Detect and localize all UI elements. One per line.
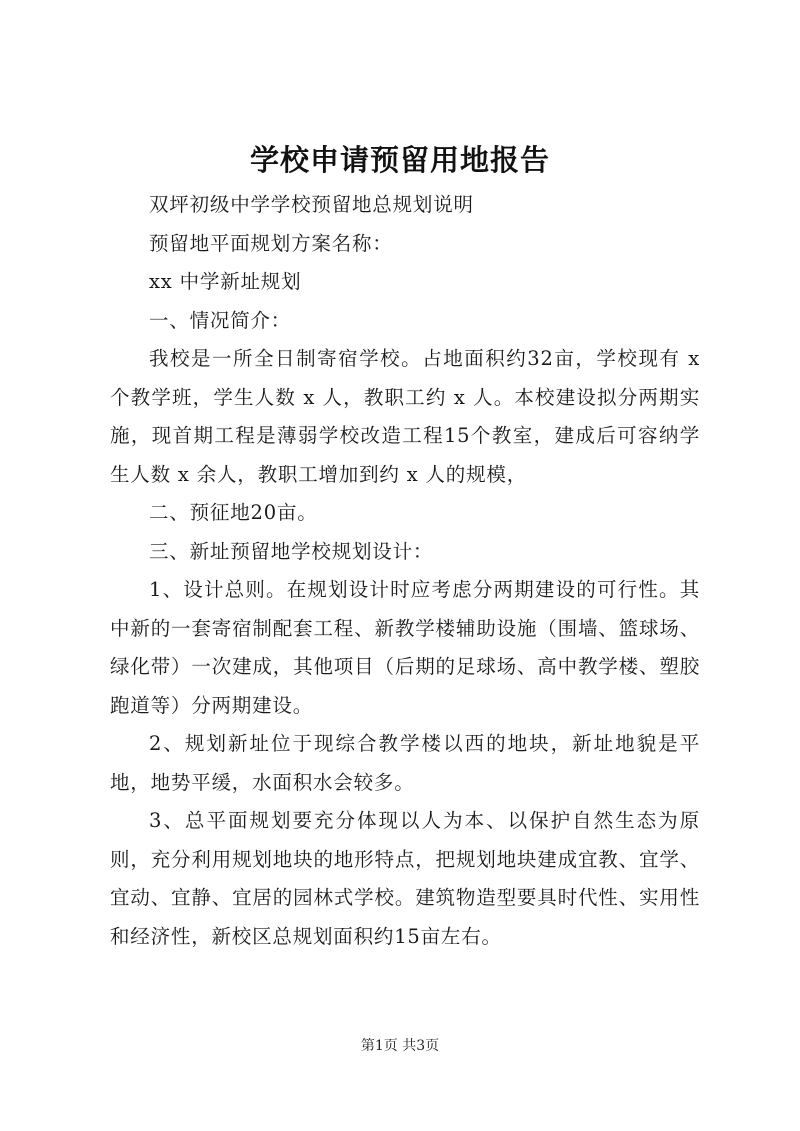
paragraph-site-location: 2、规划新址位于现综合教学楼以西的地块，新址地貌是平地，地势平缓，水面积水会较多。 xyxy=(110,732,700,794)
document-body xyxy=(110,186,700,956)
paragraph-plan-name-label: 预留地平面规划方案名称： xyxy=(149,231,393,255)
paragraph-design-principle: 1、设计总则。在规划设计时应考虑分两期建设的可行性。其中新的一套寄宿制配套工程、新教学楼辅助设施（围墙、篮球场、绿化带）一次建成，其他项目（后期的足球场、高中教学楼、塑胶跑道等）分两期建设。 xyxy=(110,578,700,717)
paragraph-subtitle: 双坪初级中学学校预留地总规划说明 xyxy=(149,193,474,216)
page-footer: 第1页 共3页 xyxy=(360,1038,440,1054)
paragraph-section-2: 二、预征地20亩。 xyxy=(149,501,318,524)
page-title: 学校申请预留用地报告 xyxy=(249,143,550,177)
paragraph-section-3-heading: 三、新址预留地学校规划设计： xyxy=(149,539,434,563)
paragraph-situation: 我校是一所全日制寄宿学校。占地面积约32亩，学校现有 x 个教学班，学生人数 x 人，教职工约 x 人。本校建设拟分两期实施，现首期工程是薄弱学校改造工程15个教室，建成后可容纳学生人数 x 余人，教职工增加到约 x 人的规模， xyxy=(110,347,700,486)
paragraph-master-plan: 3、总平面规划要充分体现以人为本、以保护自然生态为原则，充分利用规划地块的地形特点，把规划地块建成宜教、宜学、宜动、宜静、宜居的园林式学校。建筑物造型要具时代性、实用性和经济性，新校区总规划面积约15亩左右。 xyxy=(110,809,700,948)
paragraph-plan-name: xx 中学新址规划 xyxy=(149,270,302,293)
paragraph-section-1-heading: 一、情况简介： xyxy=(149,308,292,332)
